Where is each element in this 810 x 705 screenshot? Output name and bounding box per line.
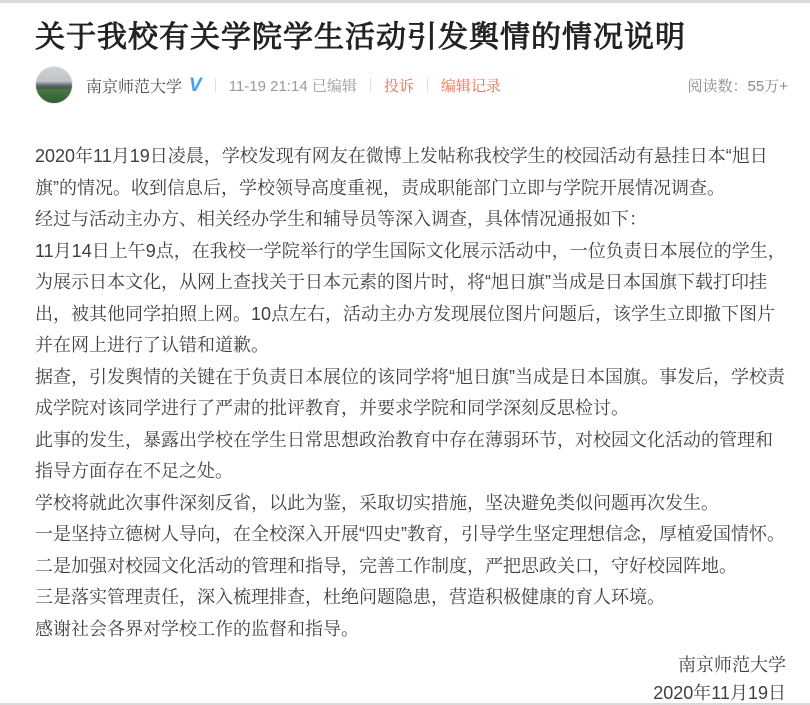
article-paragraph: 此事的发生，暴露出学校在学生日常思想政治教育中存在薄弱环节，对校园文化活动的管理和指导方面存在不足之处。 (35, 429, 773, 481)
read-count: 阅读数：55万+ (687, 77, 788, 95)
article-paragraph: 经过与活动主办方、相关经办学生和辅导员等深入调查，具体情况通报如下： (35, 209, 647, 229)
article-paragraph: 学校将就此次事件深刻反省，以此为鉴，采取切实措施，坚决避免类似问题再次发生。 (35, 492, 719, 513)
report-link[interactable]: 投诉 (383, 77, 414, 95)
signature-name: 南京师范大学 (678, 655, 786, 675)
article-body (35, 141, 788, 705)
article-paragraph: 二是加强对校园文化活动的管理和指导，完善工作制度，严把思政关口，守好校园阵地。 (35, 555, 737, 576)
edit-timestamp: 11-19 21:14 已编辑 (228, 77, 357, 95)
author-name[interactable]: 南京师范大学 (86, 78, 183, 96)
article-paragraph: 2020年11月19日凌晨，学校发现有网友在微博上发帖称我校学生的校园活动有悬挂日本“旭日旗”的情况。收到信息后，学校领导高度重视，责成职能部门立即与学院开展情况调查。 (35, 146, 768, 198)
article-paragraph: 据查，引发舆情的关键在于负责日本展位的该同学将“旭日旗”当成是日本国旗。事发后，学校责成学院对该同学进行了严肃的批评教育，并要求学院和同学深刻反思检讨。 (35, 366, 785, 418)
divider (370, 78, 371, 92)
signature-date: 2020年11月19日 (653, 683, 786, 703)
signature-block (35, 651, 788, 705)
avatar[interactable] (35, 66, 73, 104)
divider (427, 78, 428, 92)
article-paragraph: 一是坚持立德树人导向，在全校深入开展“四史”教育，引导学生坚定理想信念，厚植爱国情怀。 (35, 524, 785, 544)
article-paragraph: 三是落实管理责任，深入梳理排查，杜绝问题隐患，营造积极健康的育人环境。 (35, 587, 665, 607)
article-title: 关于我校有关学院学生活动引发舆情的情况说明 (35, 21, 686, 54)
verified-v-icon: V (189, 74, 202, 96)
article-paragraph: 感谢社会各界对学校工作的监督和指导。 (35, 618, 359, 639)
author-header (35, 65, 788, 105)
edit-history-link[interactable]: 编辑记录 (440, 77, 501, 95)
article-paragraph: 11月14日上午9点，在我校一学院举行的学生国际文化展示活动中，一位负责日本展位的学生，为展示日本文化，从网上查找关于日本元素的图片时，将“旭日旗”当成是日本国旗下载打印挂出，被其他同学拍照上网。10点左右，活动主办方发现展位图片问题后，该学生立即撤下图片并在网上进行了认错和道歉。 (35, 240, 786, 355)
divider (215, 78, 216, 92)
